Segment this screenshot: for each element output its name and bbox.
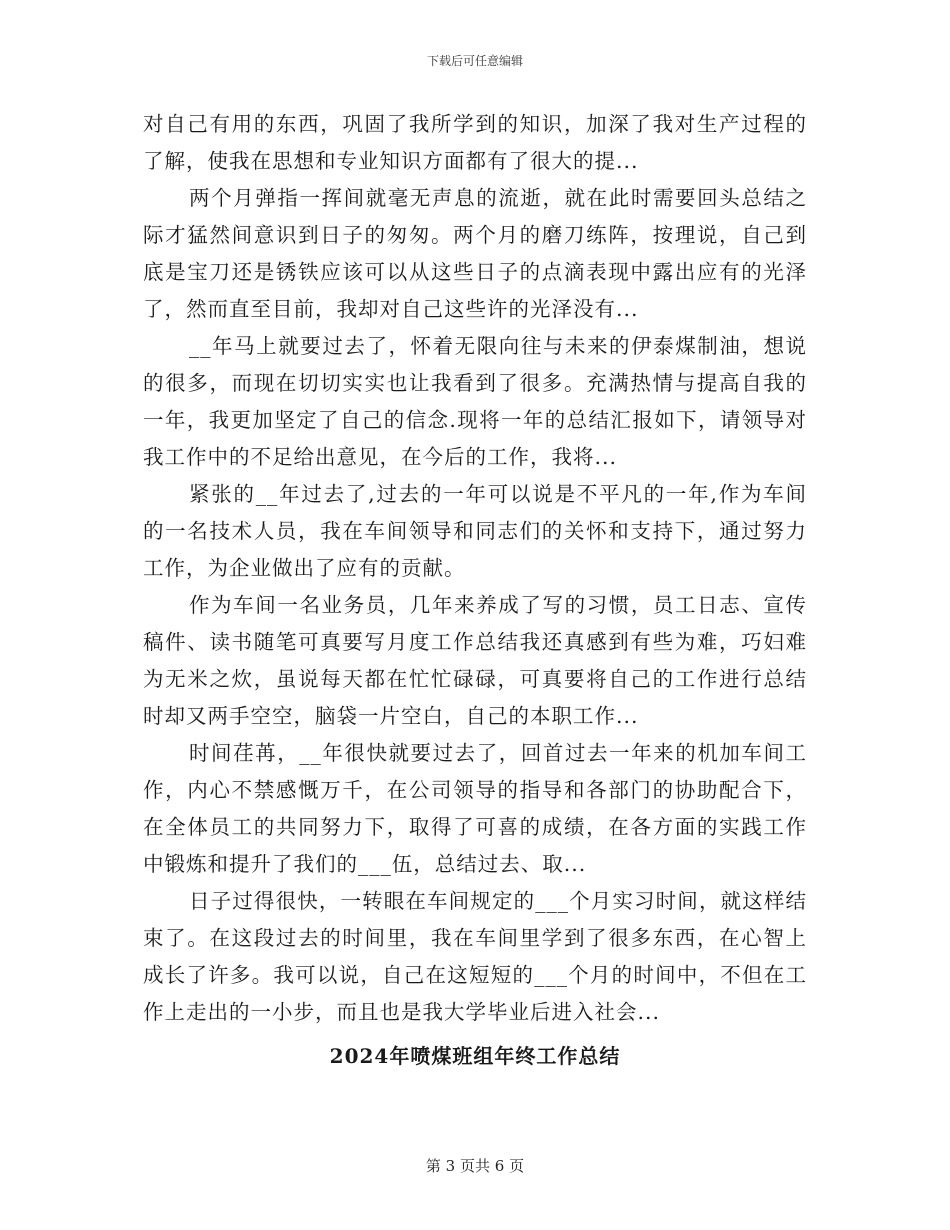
- document-body: [143, 106, 807, 1031]
- page-footer: 第 3 页共 6 页: [425, 1157, 525, 1175]
- paragraph-6: 时间荏苒，__年很快就要过去了，回首过去一年来的机加车间工作，内心不禁感慨万千，在公司领导的指导和各部门的协助配合下，在全体员工的共同努力下，取得了可喜的成绩，在各方面的实践工作中锻炼和提升了我们的___伍，总结过去、取...: [143, 741, 807, 876]
- page-header: 下载后可任意编辑: [426, 54, 523, 68]
- paragraph-5: 作为车间一名业务员，几年来养成了写的习惯，员工日志、宣传稿件、读书随笔可真要写月度工作总结我还真感到有些为难，巧妇难为无米之炊，虽说每天都在忙忙碌碌，可真要将自己的工作进行总结时却又两手空空，脑袋一片空白，自己的本职工作...: [143, 593, 807, 728]
- paragraph-1: 对自己有用的东西，巩固了我所学到的知识，加深了我对生产过程的了解，使我在思想和专业知识方面都有了很大的提...: [143, 112, 807, 173]
- paragraph-2: 两个月弹指一挥间就毫无声息的流逝，就在此时需要回头总结之际才猛然间意识到日子的匆匆。两个月的磨刀练阵，按理说，自己到底是宝刀还是锈铁应该可以从这些日子的点滴表现中露出应有的光泽了，然而直至目前，我却对自己这些许的光泽没有...: [143, 186, 807, 321]
- document-title: 2024年喷煤班组年终工作总结: [329, 1044, 621, 1068]
- paragraph-3: __年马上就要过去了，怀着无限向往与未来的伊泰煤制油，想说的很多，而现在切切实实也让我看到了很多。充满热情与提高自我的一年，我更加坚定了自己的信念.现将一年的总结汇报如下，请领导对我工作中的不足给出意见，在今后的工作，我将...: [143, 334, 807, 469]
- paragraph-7: 日子过得很快，一转眼在车间规定的___个月实习时间，就这样结束了。在这段过去的时间里，我在车间里学到了很多东西，在心智上成长了许多。我可以说，自己在这短短的___个月的时间中，不但在工作上走出的一小步，而且也是我大学毕业后进入社会...: [143, 889, 807, 1024]
- paragraph-4: 紧张的__年过去了,过去的一年可以说是不平凡的一年,作为车间的一名技术人员，我在车间领导和同志们的关怀和支持下，通过努力工作，为企业做出了应有的贡献。: [143, 482, 807, 580]
